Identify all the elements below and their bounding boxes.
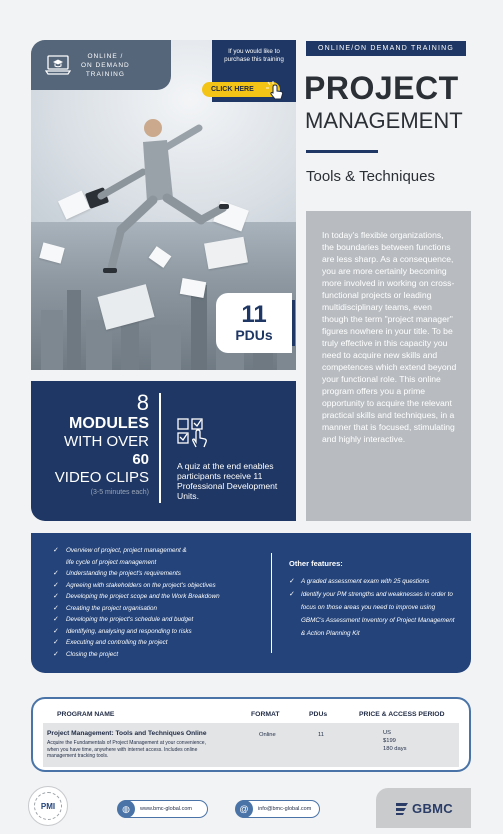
modules-divider [159, 393, 161, 503]
pmi-seal [28, 786, 68, 826]
training-ribbon: ONLINE/ON DEMAND TRAINING [306, 41, 466, 56]
header-program-name: PROGRAM NAME [57, 711, 115, 718]
list-item: ✓ Identifying, analysing and responding to risks [53, 626, 220, 638]
check-icon: ✓ [53, 593, 59, 600]
gbmc-logo [376, 788, 471, 828]
description-text: In today's flexible organizations, the boundaries between functions are less sharp. As a consequence, you are more certainly becoming more involved in working on cross-functional projects or leading multidisciplinary teams, even though the term "project manager" figures nowhere in your title. To be truly effective in this capacity you need to acquire new skills and competences which extend beyond your functional role. This online program offers you a prime opportunity to acquire the relevant practical skills and techniques, in a manner that is focused, stimulating and highly interactive. [322, 230, 457, 444]
with-over-label: WITH OVER [64, 433, 149, 450]
quiz-text: A quiz at the end enables participants receive 11 Professional Development Units. [177, 461, 278, 501]
page-title-line-1: PROJECT [304, 70, 459, 106]
list-item: ✓ Closing the project [53, 649, 220, 661]
header-price: PRICE & ACCESS PERIOD [359, 711, 445, 718]
website-link[interactable] [118, 800, 208, 818]
seal-mark: PMI [34, 792, 62, 820]
check-icon: ✓ [53, 570, 59, 577]
course-topics-list [53, 545, 220, 660]
list-item: ✓ Agreeing with stakeholders on the project's objectives [53, 580, 220, 592]
click-here-button[interactable] [202, 82, 280, 97]
list-item: life cycle of project management [66, 558, 157, 566]
check-icon: ✓ [53, 650, 59, 658]
globe-icon: ◍ [117, 800, 135, 818]
clips-label: VIDEO CLIPS [54, 469, 149, 486]
check-icon: ✓ [289, 591, 295, 598]
at-sign-icon: @ [235, 800, 253, 818]
modules-panel [31, 381, 296, 521]
program-pdus: 11 [318, 732, 325, 738]
program-name: Project Management: Tools and Techniques Online [47, 730, 207, 737]
description-panel [306, 211, 471, 521]
list-item: ✓ Developing the project's schedule and budget [53, 614, 220, 626]
list-item: ✓ Executing and controlling the project [53, 637, 220, 649]
laptop-graduation-icon [45, 55, 71, 75]
pdus-number: 11 [241, 301, 267, 328]
modules-summary [31, 391, 149, 499]
gbmc-logo-mark-icon [394, 800, 410, 816]
page-subtitle: Tools & Techniques [306, 168, 435, 185]
check-icon: ✓ [53, 581, 59, 589]
program-period: 180 days [383, 746, 407, 752]
check-icon: ✓ [289, 578, 295, 585]
title-divider [306, 150, 378, 153]
click-here-label: CLICK HERE [211, 86, 254, 93]
features-panel [31, 533, 471, 673]
check-icon: ✓ [53, 547, 59, 554]
list-item: ✓ Understanding the project's requirements [53, 568, 220, 580]
program-price: $199 [383, 738, 396, 744]
list-item: ✓ A graded assessment exam with 25 questions [289, 575, 459, 588]
program-currency: US [383, 730, 392, 736]
pdus-badge [216, 293, 292, 353]
program-table [31, 697, 471, 772]
businessman-illustration [81, 110, 231, 300]
list-item: ✓ Creating the project organisation [53, 603, 220, 615]
pdus-accent-bar [292, 300, 295, 346]
clip-length: (3-5 minutes each) [90, 489, 149, 496]
check-icon: ✓ [53, 616, 59, 623]
email-text: info@bmc-global.com [258, 806, 312, 812]
header-pdus: PDUs [309, 711, 328, 718]
list-item: ✓ Identify your PM strengths and weaknesses in order to focus on those areas you need to improve using GBMC's Assessment Inventory of Project Management & Action Planning Kit [289, 588, 459, 640]
check-icon: ✓ [53, 627, 59, 635]
list-item: ✓ Overview of project, project management & [53, 545, 220, 557]
badge-line-2: ON DEMAND [81, 61, 130, 69]
program-description: Acquire the Fundamentals of Project Management at your convenience, when you have time, anywhere with internet access. Includes online management tracking tools. [47, 740, 206, 759]
modules-count: 8 [136, 390, 149, 415]
other-features-list [289, 575, 459, 640]
purchase-text: If you would like to purchase this training [224, 48, 284, 63]
badge-line-3: TRAINING [85, 70, 125, 78]
header-format: FORMAT [251, 711, 280, 718]
online-training-badge [31, 40, 171, 90]
features-divider [271, 553, 272, 653]
website-text: www.bmc-global.com [140, 806, 192, 812]
pdus-label: PDUs [235, 327, 273, 343]
check-icon: ✓ [53, 604, 59, 612]
pointer-hand-icon [264, 80, 286, 100]
quiz-checklist-icon [176, 417, 208, 449]
list-item: ✓ Developing the project scope and the Work Breakdown [53, 591, 220, 603]
program-format: Online [259, 732, 276, 738]
page-title-line-2: MANAGEMENT [305, 108, 463, 133]
modules-label: MODULES [69, 415, 149, 432]
check-icon: ✓ [53, 639, 59, 646]
logo-text: GBMC [412, 800, 453, 816]
badge-line-1: ONLINE / [87, 52, 124, 60]
other-features-title: Other features: [289, 559, 343, 568]
email-link[interactable] [236, 800, 320, 818]
clips-count: 60 [132, 451, 149, 468]
